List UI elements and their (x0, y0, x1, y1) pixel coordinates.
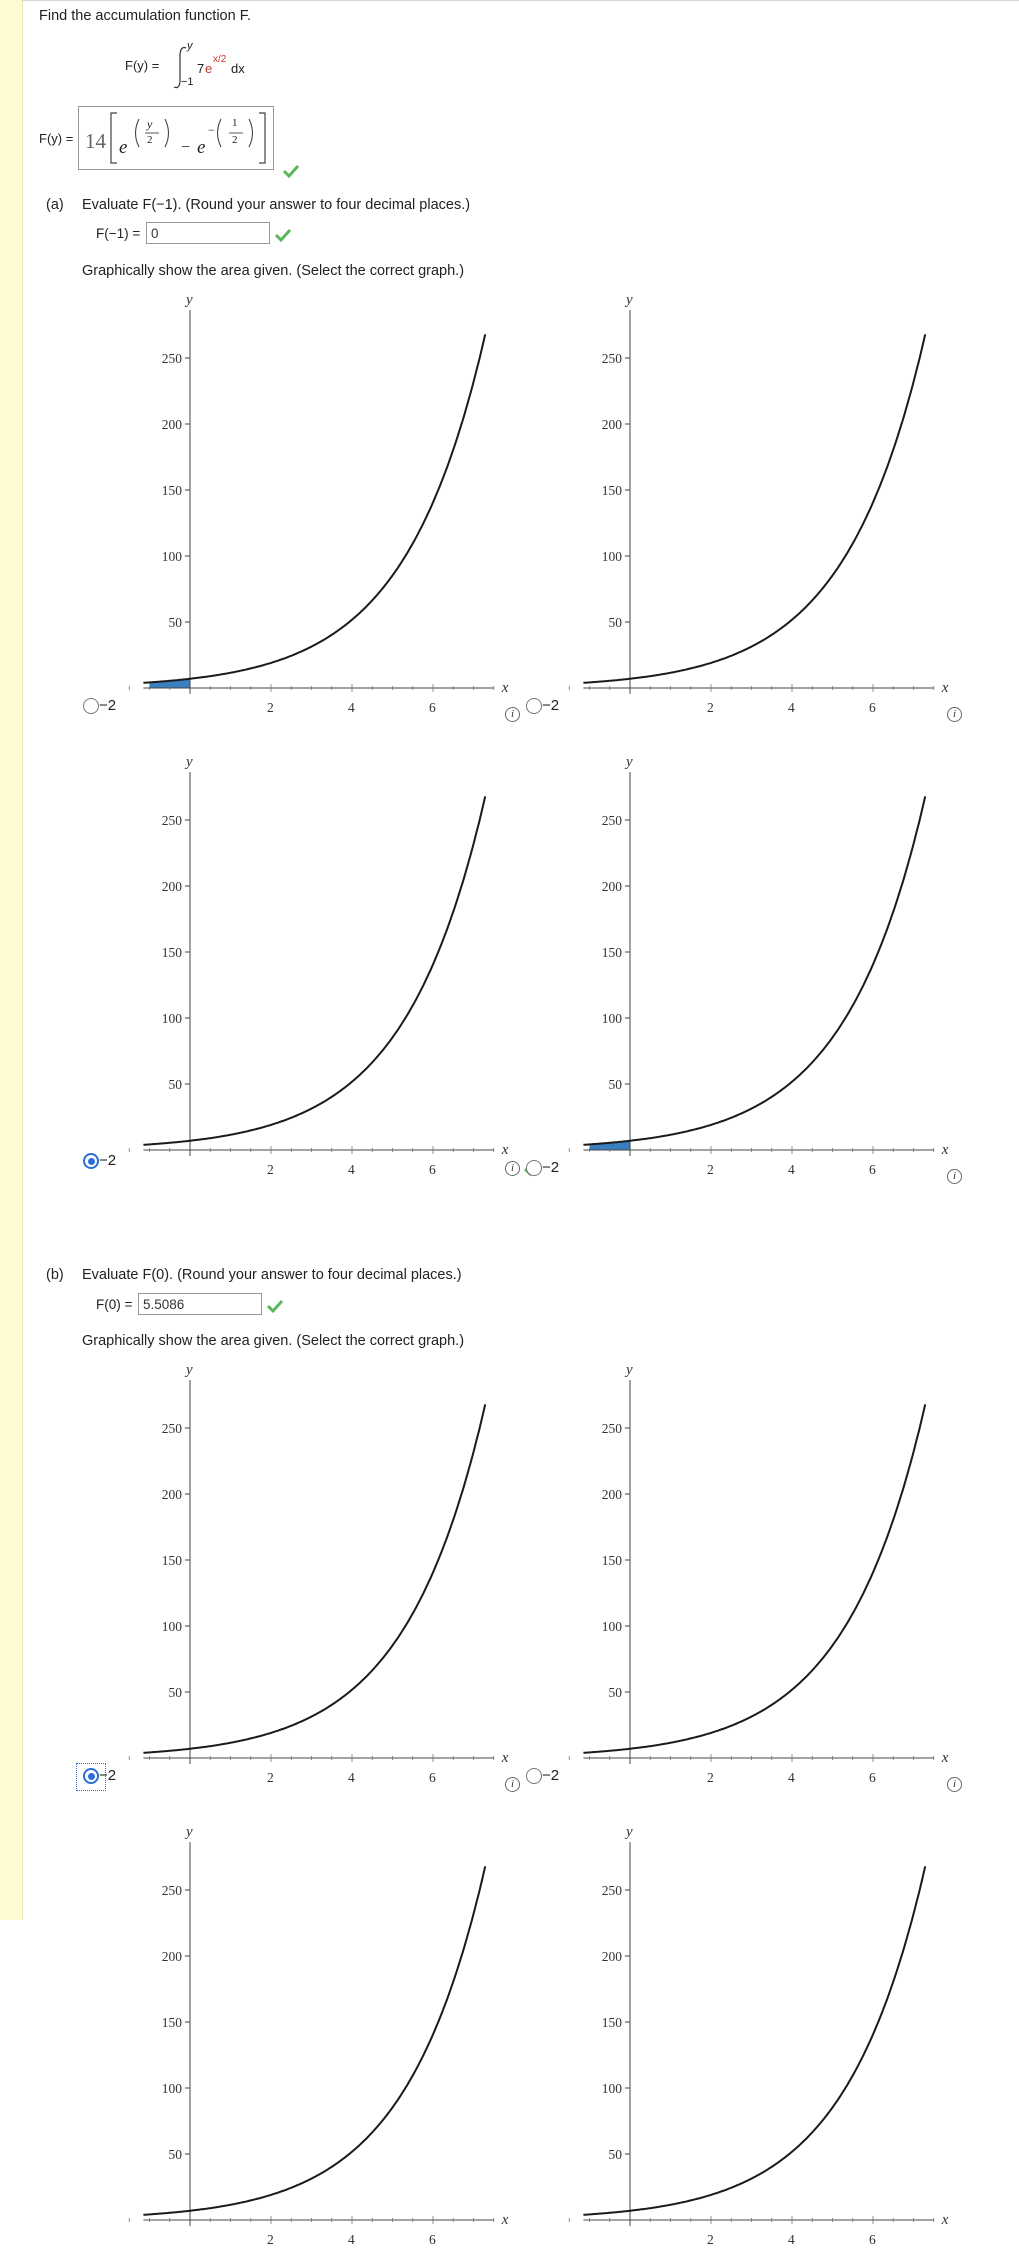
y-tick-label: 250 (601, 351, 622, 366)
x-tick-label: 2 (707, 1770, 714, 1785)
differential: dx (231, 61, 245, 76)
graph-b1 (60, 1360, 509, 1790)
y-tick-label: 50 (608, 2147, 622, 2162)
x-axis-label: x (941, 1750, 949, 1766)
x-tick-label: 2 (707, 2232, 714, 2247)
y-tick-label: 150 (601, 945, 622, 960)
graph-b1-radio[interactable] (83, 1768, 99, 1784)
y-tick-label: 100 (161, 1011, 182, 1026)
y-tick-label: 100 (161, 2081, 182, 2096)
y-tick-label: 100 (601, 1619, 622, 1634)
exp2-numerator: 1 (232, 117, 238, 129)
y-tick-label: 200 (601, 1487, 622, 1502)
exp1-denominator: 2 (147, 134, 153, 146)
x-tick-label: 2 (267, 1162, 274, 1177)
graph-a4 (500, 752, 980, 1182)
check-icon (282, 164, 300, 178)
x-tick-label: 6 (869, 2232, 876, 2247)
y-tick-label: 150 (161, 1553, 182, 1568)
y-tick-label: 50 (168, 2147, 182, 2162)
left-margin-bar (0, 0, 23, 1920)
info-icon[interactable]: i (505, 1777, 520, 1792)
y-tick-label: 100 (601, 549, 622, 564)
answer-brackets (79, 107, 273, 169)
graph-b2-radio-label: −2 (542, 1767, 560, 1784)
part-a-answer-input[interactable]: 0 (146, 222, 270, 244)
x-axis-label: x (501, 680, 509, 696)
y-tick-label: 250 (601, 1421, 622, 1436)
y-tick-label: 50 (608, 1077, 622, 1092)
answer-lhs: F(y) = (39, 131, 74, 146)
integrand-exponent: x/2 (213, 54, 227, 65)
function-curve (143, 796, 485, 1145)
function-curve (143, 1404, 485, 1753)
function-curve (143, 1866, 485, 2215)
exp1-numerator: y (147, 117, 153, 131)
y-axis-label: y (626, 1824, 633, 1840)
y-tick-label: 200 (601, 879, 622, 894)
graph-a3-radio-label: −2 (99, 1152, 117, 1169)
y-tick-label: 250 (161, 813, 182, 828)
info-icon[interactable]: i (505, 1161, 520, 1176)
part-b-input-label: F(0) = (96, 1297, 133, 1312)
info-icon[interactable]: i (947, 1777, 962, 1792)
y-tick-label: 250 (161, 1421, 182, 1436)
function-curve (143, 334, 485, 683)
definition-formula (125, 40, 285, 92)
graph-b4 (500, 1822, 980, 2252)
y-tick-label: 50 (168, 615, 182, 630)
top-divider (22, 0, 1019, 1)
x-axis-label: x (941, 1142, 949, 1158)
upper-limit: y (187, 40, 193, 52)
question-prompt: Find the accumulation function F. (39, 8, 251, 24)
function-curve (583, 1866, 925, 2215)
y-tick-label: 100 (161, 1619, 182, 1634)
x-tick-label: 2 (267, 2232, 274, 2247)
y-tick-label: 150 (601, 1553, 622, 1568)
check-icon (274, 228, 292, 242)
graph-a2-radio-label: −2 (542, 697, 560, 714)
y-tick-label: 50 (608, 615, 622, 630)
lower-limit: −1 (181, 76, 194, 88)
exp2-denominator: 2 (232, 134, 238, 146)
part-b-label: (b) (46, 1267, 64, 1283)
function-curve (583, 1404, 925, 1753)
graph-a2-radio[interactable] (526, 698, 542, 714)
graph-a1-radio[interactable] (83, 698, 99, 714)
graph-a3 (60, 752, 509, 1182)
answer-formula-box[interactable] (78, 106, 274, 170)
x-tick-label: 2 (707, 700, 714, 715)
x-tick-label: 2 (707, 1162, 714, 1177)
x-tick-label: 6 (429, 700, 436, 715)
info-icon[interactable]: i (947, 707, 962, 722)
part-a-instruction: Evaluate F(−1). (Round your answer to four decimal places.) (82, 197, 471, 213)
y-tick-label: 150 (161, 483, 182, 498)
y-tick-label: 150 (601, 2015, 622, 2030)
graph-a4-radio-label: −2 (542, 1159, 560, 1176)
y-tick-label: 100 (161, 549, 182, 564)
function-curve (583, 334, 925, 683)
y-tick-label: 50 (608, 1685, 622, 1700)
x-tick-label: 4 (788, 700, 795, 715)
graph-b2 (500, 1360, 980, 1790)
x-tick-label: 6 (869, 700, 876, 715)
x-axis-label: x (501, 2212, 509, 2228)
x-axis-label: x (501, 1750, 509, 1766)
x-tick-label: 4 (348, 1770, 355, 1785)
x-axis-label: x (941, 2212, 949, 2228)
graph-a3-radio[interactable] (83, 1153, 99, 1169)
y-axis-label: y (186, 1824, 193, 1840)
graph-b3 (60, 1822, 509, 2252)
definition-lhs: F(y) = (125, 58, 160, 73)
y-tick-label: 200 (161, 1949, 182, 1964)
y-tick-label: 250 (601, 1883, 622, 1898)
x-tick-label: 6 (429, 1162, 436, 1177)
graph-a2 (500, 290, 980, 720)
x-axis-label: x (941, 680, 949, 696)
part-b-answer-input[interactable]: 5.5086 (138, 1293, 262, 1315)
y-tick-label: 150 (161, 945, 182, 960)
integrand-coefficient: 7 (197, 61, 205, 76)
graph-a1 (60, 290, 509, 720)
y-axis-label: y (186, 292, 193, 308)
x-tick-label: 4 (348, 1162, 355, 1177)
y-tick-label: 100 (601, 2081, 622, 2096)
check-icon (266, 1299, 284, 1313)
graph-b1-radio-label: −2 (99, 1767, 117, 1784)
y-tick-label: 200 (601, 417, 622, 432)
x-tick-label: 6 (429, 2232, 436, 2247)
y-tick-label: 200 (161, 879, 182, 894)
x-tick-label: 2 (267, 700, 274, 715)
y-tick-label: 100 (601, 1011, 622, 1026)
x-tick-label: 4 (788, 1770, 795, 1785)
x-tick-label: 6 (869, 1162, 876, 1177)
graph-a1-radio-label: −2 (99, 697, 117, 714)
exp2-sign: − (208, 123, 215, 137)
y-tick-label: 50 (168, 1685, 182, 1700)
y-tick-label: 50 (168, 1077, 182, 1092)
y-axis-label: y (626, 292, 633, 308)
graph-b2-radio[interactable] (526, 1768, 542, 1784)
function-curve (583, 796, 925, 1145)
integrand-base: e (205, 61, 213, 76)
part-a-graph-prompt: Graphically show the area given. (Select the correct graph.) (82, 263, 465, 279)
answer-base-2: e (197, 137, 206, 158)
x-tick-label: 4 (788, 1162, 795, 1177)
answer-minus: − (181, 139, 191, 156)
answer-base-1: e (119, 137, 128, 158)
y-axis-label: y (626, 1362, 633, 1378)
info-icon[interactable]: i (505, 707, 520, 722)
y-tick-label: 250 (161, 351, 182, 366)
y-axis-label: y (626, 754, 633, 770)
part-a-input-label: F(−1) = (96, 226, 141, 241)
y-tick-label: 150 (161, 2015, 182, 2030)
x-tick-label: 4 (348, 2232, 355, 2247)
part-b-graph-prompt: Graphically show the area given. (Select the correct graph.) (82, 1333, 465, 1349)
y-tick-label: 200 (601, 1949, 622, 1964)
x-tick-label: 6 (869, 1770, 876, 1785)
y-tick-label: 200 (161, 417, 182, 432)
x-axis-label: x (501, 1142, 509, 1158)
part-a-label: (a) (46, 197, 64, 213)
y-axis-label: y (186, 754, 193, 770)
part-b-instruction: Evaluate F(0). (Round your answer to four decimal places.) (82, 1267, 462, 1283)
y-tick-label: 250 (601, 813, 622, 828)
answer-coefficient: 14 (85, 129, 106, 153)
y-tick-label: 150 (601, 483, 622, 498)
x-tick-label: 4 (788, 2232, 795, 2247)
y-tick-label: 200 (161, 1487, 182, 1502)
x-tick-label: 4 (348, 700, 355, 715)
x-tick-label: 2 (267, 1770, 274, 1785)
info-icon[interactable]: i (947, 1169, 962, 1184)
y-axis-label: y (186, 1362, 193, 1378)
y-tick-label: 250 (161, 1883, 182, 1898)
graph-a4-radio[interactable] (526, 1160, 542, 1176)
x-tick-label: 6 (429, 1770, 436, 1785)
